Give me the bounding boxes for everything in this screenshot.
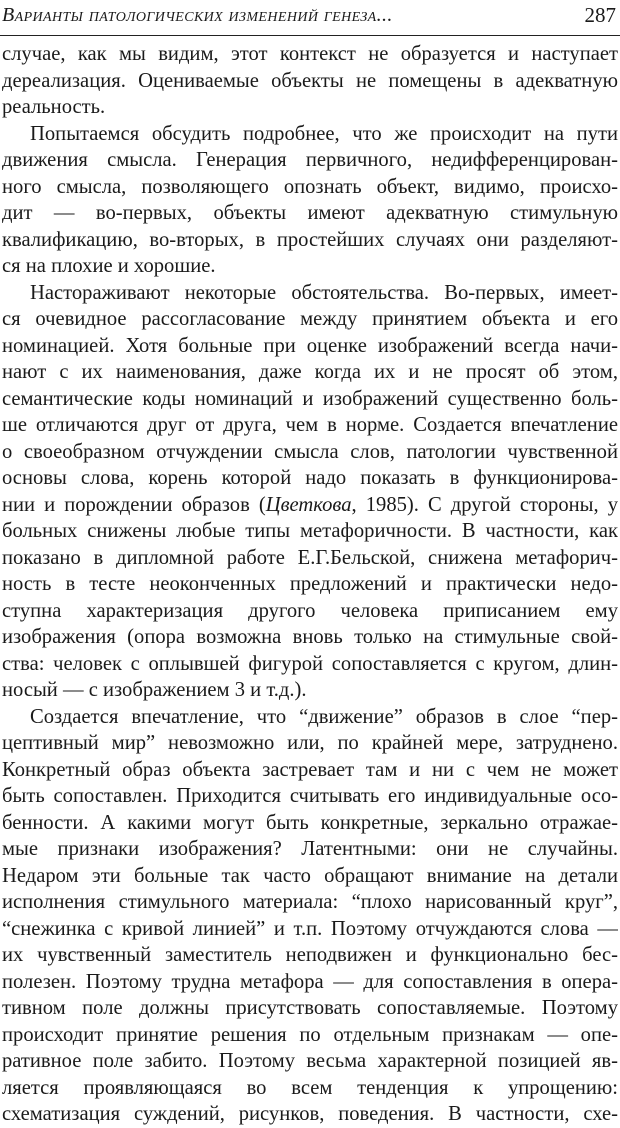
text-line: ляется проявляющаяся во всем тенденция к упрощению: bbox=[2, 1076, 618, 1099]
citation-author: Цветкова bbox=[265, 493, 352, 516]
text-line: нают с их наименования, даже когда их и не просят об этом, bbox=[2, 361, 618, 383]
paragraph bbox=[2, 280, 618, 704]
text-line: дереализация. Оцениваемые объекты не помещены в адекватную bbox=[2, 69, 618, 92]
text-line: “снежинка с кривой линией” и т.п. Поэтому отчуждаются слова — bbox=[2, 917, 618, 940]
text-segment: нии и порождении образов ( bbox=[2, 493, 266, 516]
text-segment: , 1985). С другой стороны, у bbox=[351, 493, 618, 516]
text-line: исполнения стимульного материала: “плохо нарисованный круг”, bbox=[2, 891, 618, 913]
text-line: реальность. bbox=[2, 96, 106, 118]
text-line: ся на плохие и хорошие. bbox=[2, 255, 216, 277]
text-line: Попытаемся обсудить подробнее, что же происходит на пути bbox=[30, 122, 618, 145]
paragraph bbox=[2, 41, 618, 121]
running-title: Варианты патологических изменений генеза... bbox=[2, 4, 393, 26]
body-text bbox=[2, 41, 618, 1128]
text-line: Конкретный образ объекта застревает там и ни с чем не может bbox=[2, 758, 618, 781]
paragraph bbox=[2, 704, 618, 1128]
text-line: происходит принятие решения по отдельным признакам — опе- bbox=[2, 1023, 618, 1046]
text-line: случае, как мы видим, этот контекст не образуется и наступает bbox=[2, 43, 618, 65]
text-line: ства: человек с оплывшей фигурой сопоставляется с кругом, длин- bbox=[2, 652, 618, 675]
text-line: схематизация суждений, рисунков, поведения. В частности, схе- bbox=[2, 1103, 618, 1125]
text-line: больных снижены любые типы метафоричности. В частности, как bbox=[2, 520, 618, 542]
text-line: быть сопоставлен. Приходится считывать его индивидуальные осо- bbox=[2, 785, 618, 807]
text-line: семантические коды номинаций и изображений существенно боль- bbox=[2, 387, 618, 410]
paragraph bbox=[2, 121, 618, 280]
text-line: показано в дипломной работе Е.Г.Бельской, снижена метафорич- bbox=[2, 546, 618, 569]
text-line: Настораживают некоторые обстоятельства. Во-первых, имеет- bbox=[30, 281, 618, 304]
running-header bbox=[2, 2, 616, 28]
text-line: ступна характеризация другого человека приписанием ему bbox=[2, 599, 618, 622]
page-number: 287 bbox=[584, 3, 616, 27]
text-line: их чувственный заместитель неподвижен и функционально бес- bbox=[2, 944, 618, 966]
text-line: ность в тесте неоконченных предложений и практически недо- bbox=[2, 573, 618, 595]
text-line: ного смысла, позволяющего опознать объект, видимо, происхо- bbox=[2, 175, 618, 198]
text-line: тивном поле должны присутствовать сопоставляемые. Поэтому bbox=[2, 997, 618, 1019]
header-rule bbox=[0, 35, 620, 36]
text-line: бенности. А какими могут быть конкретные, зеркально отражае- bbox=[2, 811, 618, 834]
text-line: изображения (опора возможна вновь только на стимульные свой- bbox=[2, 626, 618, 648]
text-line: квалификацию, во-вторых, в простейших случаях они разделяют- bbox=[2, 228, 618, 251]
text-line: Недаром эти больные так часто обращают внимание на детали bbox=[2, 864, 618, 887]
text-line: носый — с изображением 3 и т.д.). bbox=[2, 679, 307, 701]
text-line: дит — во-первых, объекты имеют адекватную стимульную bbox=[2, 202, 618, 224]
text-line: Создается впечатление, что “движение” образов в слое “пер- bbox=[30, 705, 618, 728]
text-line: ся очевидное рассогласование между принятием объекта и его bbox=[2, 308, 618, 330]
text-line: ративное поле забито. Поэтому весьма характерной позицией яв- bbox=[2, 1050, 618, 1072]
text-line: мые признаки изображения? Латентными: они не случайны. bbox=[2, 838, 618, 860]
text-line: ше отличаются друг от друга, чем в норме. Создается впечатление bbox=[2, 414, 618, 436]
text-line: основы слова, корень которой надо показать в функционирова- bbox=[2, 467, 618, 489]
text-line: номинацией. Хотя больные при оценке изображений всегда начи- bbox=[2, 334, 618, 357]
text-line: полезен. Поэтому трудна метафора — для сопоставления в опера- bbox=[2, 970, 618, 993]
text-line bbox=[2, 492, 618, 519]
text-line: о своеобразном отчуждении смысла слов, патологии чувственной bbox=[2, 440, 618, 463]
text-line: цептивный мир” невозможно или, по крайней мере, затруднено. bbox=[2, 732, 618, 754]
text-line: движения смысла. Генерация первичного, недифференцирован- bbox=[2, 149, 618, 171]
